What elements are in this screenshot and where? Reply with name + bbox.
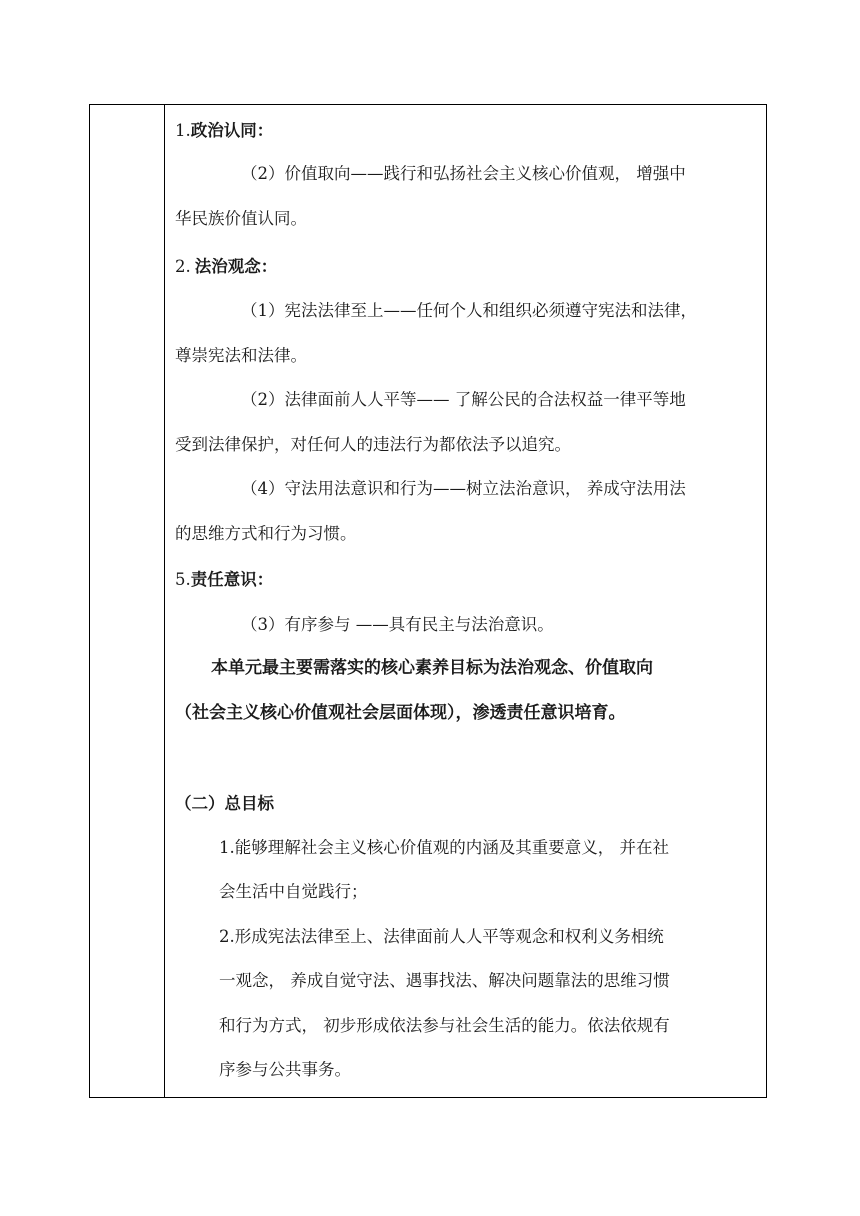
item-responsibility: 5.责任意识：: [175, 570, 274, 589]
political-identity-sub2-line2: 华民族价值认同。: [175, 209, 307, 228]
goal2-line3: 和行为方式， 初步形成依法参与社会生活的能力。依法依规有: [219, 1016, 670, 1035]
responsibility-sub3: （3）有序参与 ——具有民主与法治意识。: [241, 615, 554, 634]
item-political-identity: 1.政治认同：: [175, 121, 274, 140]
summary-line1: 本单元最主要需落实的核心素养目标为法治观念、价值取向: [211, 658, 653, 678]
content-cell: [165, 105, 766, 1097]
rule-of-law-sub4-line1: （4）守法用法意识和行为——树立法治意识， 养成守法用法: [241, 479, 686, 498]
rule-of-law-sub2-line2: 受到法律保护，对任何人的违法行为都依法予以追究。: [175, 435, 571, 454]
rule-of-law-sub4-line2: 的思维方式和行为习惯。: [175, 524, 357, 543]
content-table: [89, 104, 767, 1098]
summary-line2: （社会主义核心价值观社会层面体现），渗透责任意识培育。: [175, 703, 626, 723]
label-cell: [90, 105, 164, 1097]
goal2-line1: 2.形成宪法法律至上、法律面前人人平等观念和权利义务相统: [219, 927, 664, 946]
goal2-line4: 序参与公共事务。: [219, 1060, 351, 1079]
rule-of-law-sub2-line1: （2）法律面前人人平等—— 了解公民的合法权益一律平等地: [241, 390, 686, 409]
rule-of-law-sub1-line2: 尊崇宪法和法律。: [175, 346, 307, 365]
item-rule-of-law: 2. 法治观念：: [175, 257, 278, 276]
rule-of-law-sub1-line1: （1）宪法法律至上——任何个人和组织必须遵守宪法和法律，: [241, 301, 697, 320]
political-identity-sub2-line1: （2）价值取向——践行和弘扬社会主义核心价值观， 增强中: [241, 164, 686, 183]
goal1-line1: 1.能够理解社会主义核心价值观的内涵及其重要意义， 并在社: [219, 838, 669, 857]
goal1-line2: 会生活中自觉践行；: [219, 882, 368, 901]
goal2-line2: 一观念， 养成自觉守法、遇事找法、解决问题靠法的思维习惯: [219, 971, 670, 990]
overall-goals-heading: （二）总目标: [175, 794, 274, 813]
